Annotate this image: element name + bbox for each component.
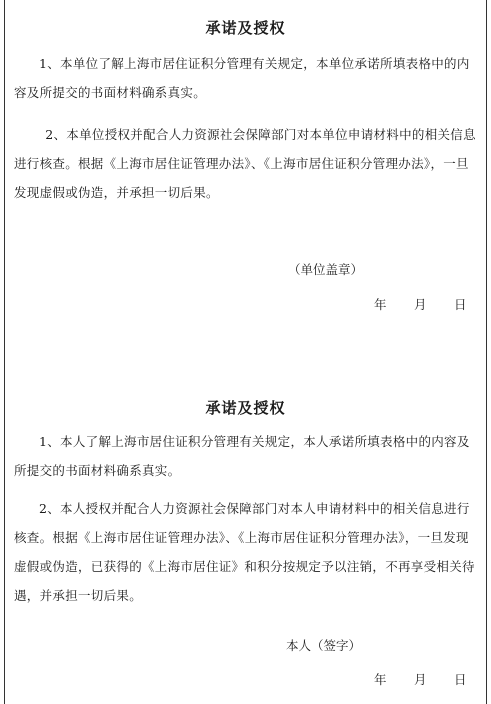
page-border-right — [486, 0, 487, 704]
section1-date-month: 月 — [414, 297, 427, 312]
section2-paragraph-1: 1、本人了解上海市居住证积分管理有关规定，本人承诺所填表格中的内容及所提交的书面材料确系真实。 — [14, 434, 470, 478]
section1-paragraph-2: 2、本单位授权并配合人力资源社会保障部门对本单位申请材料中的相关信息进行核查。根据《上海市居住证管理办法》、《上海市居住证积分管理办法》，一旦发现虚假或伪造，并承担一切后果。 — [14, 127, 476, 200]
section2-signature-label: 本人（签字） — [286, 638, 362, 653]
section2-title: 承诺及授权 — [205, 399, 286, 417]
section2-paragraph-2: 2、本人授权并配合人力资源社会保障部门对本人申请材料中的相关信息进行核查。根据《上海市居住证管理办法》、《上海市居住证积分管理办法》，一旦发现虚假或伪造，已获得的《上海市居住证》和积分按规定予以注销，不再享受相关待遇，并承担一切后果。 — [14, 501, 475, 603]
page-border-left — [4, 0, 5, 704]
section1-title: 承诺及授权 — [205, 19, 286, 37]
section1-date-year: 年 — [374, 297, 387, 312]
section2-date-year: 年 — [374, 672, 387, 687]
section1-date-day: 日 — [454, 297, 467, 312]
section2-date-month: 月 — [414, 672, 427, 687]
section1-paragraph-1: 1、本单位了解上海市居住证积分管理有关规定，本单位承诺所填表格中的内容及所提交的书面材料确系真实。 — [14, 56, 470, 100]
section1-stamp-label: （单位盖章） — [288, 262, 364, 277]
section2-date-day: 日 — [454, 672, 467, 687]
